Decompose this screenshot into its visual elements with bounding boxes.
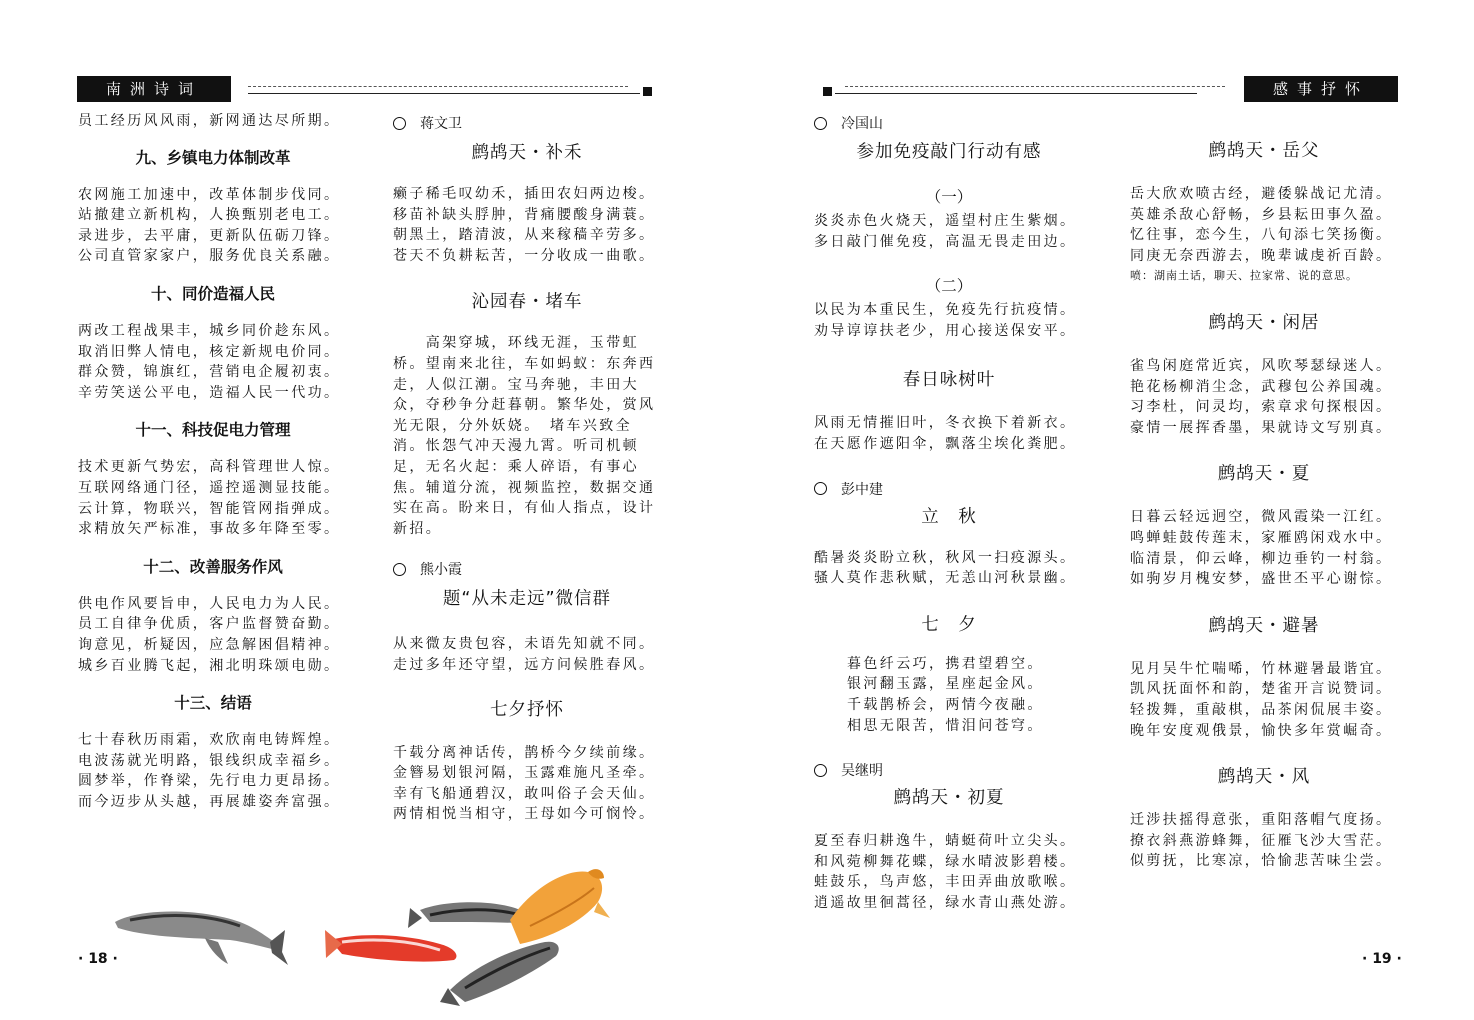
poem-body — [814, 548, 1084, 589]
verse-line: 实在高。盼来日，有仙人指点，设计 — [393, 500, 656, 517]
poem-body — [1130, 356, 1398, 438]
verse-line: 七十春秋历雨霜，欢欣南电铸辉煌。 — [78, 732, 341, 749]
verse-line: 足，无名火起：乘人碎语，有事心 — [393, 458, 639, 475]
section-title: 十三、结语 — [174, 694, 252, 713]
footnote: 喷：湖南土话，聊天、拉家常、说的意思。 — [1130, 269, 1358, 283]
verse-line: 圆梦举，作脊梁，先行电力更昂扬。 — [78, 773, 341, 790]
verse-line: 劝导谆谆扶老少，用心接送保安平。 — [814, 322, 1077, 339]
column-4 — [1130, 137, 1398, 872]
verse-line: 录进步，去平庸，更新队伍砺刀锋。 — [78, 227, 341, 244]
poem-body — [814, 654, 1084, 736]
verse-line: 公司直管家家户，服务优良关系融。 — [78, 248, 341, 265]
poem-title: 题“从未走远”微信群 — [442, 589, 612, 610]
verse-line: 金簪易划银河隔，玉露难施凡圣牵。 — [393, 765, 656, 782]
poem-body — [1130, 810, 1398, 872]
author-line — [814, 479, 1084, 499]
koi-fish-orange — [510, 869, 610, 944]
poem-title: 鹧鸪天・闲居 — [1208, 312, 1320, 333]
verse-line: 两情相悦当相守，王母如今可悯怜。 — [393, 806, 656, 823]
author-name: 冷国山 — [841, 116, 883, 132]
verse-line: 雀鸟闲庭常近宾，风吹琴瑟绿迷人。 — [1130, 357, 1393, 374]
verse-line: 在天愿作遮阳伞，飘落尘埃化粪肥。 — [814, 435, 1077, 452]
poem-title: 参加免疫敲门行动有感 — [856, 142, 1042, 162]
verse-line: 云计算，物联兴，智能管网指弹成。 — [78, 500, 341, 517]
verse-line: 焦。辅道分流，视频监控，数据交通 — [393, 479, 656, 496]
poem-subtitle: （一） — [925, 188, 973, 206]
stanza — [78, 594, 348, 676]
section-title: 十一、科技促电力管理 — [135, 421, 291, 440]
author-line — [814, 113, 1084, 133]
poem-title: 鹧鸪天・夏 — [1217, 464, 1311, 485]
author-name: 吴继明 — [841, 763, 883, 780]
verse-line: 站撤建立新机构，人换甄别老电工。 — [78, 207, 341, 224]
verse-line: 酷暑炎炎盼立秋，秋风一扫疫源头。 — [814, 549, 1077, 566]
verse-line: 忆往事，恋今生，八旬添七笑扬衡。 — [1130, 227, 1393, 244]
right-header-box: 感事抒怀 — [1244, 76, 1398, 102]
poem-body — [814, 211, 1084, 252]
verse-line: 逍遥故里徊蒿径，绿水青山燕处游。 — [814, 894, 1077, 911]
verse-line: 暮色纤云巧，携君望碧空。 — [847, 655, 1044, 672]
verse-line: 两改工程战果丰，城乡同价趁东风。 — [78, 322, 341, 339]
verse-line: 日暮云轻远迥空，微风霞染一江红。 — [1130, 509, 1393, 526]
page-number-right: · 19 · — [1362, 951, 1402, 967]
verse-line: 似剪抚，比寒凉，恰愉悲苦味尘尝。 — [1130, 853, 1393, 870]
left-header-dashed-rule — [248, 86, 628, 87]
verse-line: 城乡百业腾飞起，湘北明珠颂电勋。 — [78, 657, 341, 674]
verse-line: 千载分离神话传，鹊桥今夕续前缘。 — [393, 744, 656, 761]
circle-icon — [814, 764, 827, 777]
verse-line: 夏至春归耕逸牛，蜻蜓荷叶立尖头。 — [814, 833, 1077, 850]
verse-line: 千载鹊桥会，两情今夜融。 — [847, 696, 1044, 713]
poem-body — [393, 333, 661, 539]
verse-line: 电波荡就光明路，银线织成幸福乡。 — [78, 752, 341, 769]
author-line — [393, 113, 661, 133]
verse-line: 众，夺秒争分赶暮朝。繁华处，赏风 — [393, 397, 656, 414]
circle-icon — [814, 482, 827, 495]
koi-fish-red — [325, 930, 456, 962]
verse-line: 供电作风要旨申，人民电力为人民。 — [78, 595, 341, 612]
verse-line: 询意见，析疑因，应急解困倡精神。 — [78, 636, 341, 653]
verse-line: 风雨无情摧旧叶，冬衣换下着新衣。 — [814, 415, 1077, 432]
continued-line: 员工经历风风雨，新网通达尽所期。 — [78, 113, 341, 129]
verse-line: 鸣蝉蛙鼓传莲末，家雁鸥闲戏水中。 — [1130, 529, 1393, 546]
verse-line: 岳大欣欢喷古经，避倭躲战记尤清。 — [1130, 186, 1393, 202]
verse-line: 多日敲门催免疫，高温无畏走田边。 — [814, 233, 1077, 250]
verse-line: 新招。 — [393, 520, 443, 537]
poem-body — [393, 743, 661, 825]
verse-line: 艳花杨柳消尘念，武穆包公养国魂。 — [1130, 378, 1393, 395]
verse-line: 骚人莫作悲秋赋，无恙山河秋景幽。 — [814, 570, 1077, 587]
stanza — [78, 730, 348, 812]
right-header-square — [823, 87, 832, 96]
verse-line: 如驹岁月槐安梦，盛世丕平心谢悰。 — [1130, 571, 1393, 588]
verse-line: 朝黑土，踏清波，从来稼穑辛劳多。 — [393, 227, 656, 244]
verse-line: 以民为本重民生，免疫先行抗疫情。 — [814, 302, 1077, 319]
verse-line: 晚年安度观俄景，愉快多年赏崛奇。 — [1130, 722, 1393, 739]
section-title: 十二、改善服务作风 — [143, 557, 283, 576]
verse-line: 农网施工加速中，改革体制步伐同。 — [78, 186, 341, 203]
verse-line: 苍天不负耕耘苦，一分收成一曲歌。 — [393, 247, 656, 264]
verse-line: 群众赞，锦旗红，营销电企履初衷。 — [78, 364, 341, 381]
verse-line: 走过多年还守望，远方问候胜春风。 — [393, 656, 656, 673]
poem-body — [393, 634, 661, 675]
verse-line: 同庚无奈西游去，晚辈诚虔祈百龄。 — [1130, 247, 1393, 264]
poem-title: 春日咏树叶 — [902, 370, 996, 391]
verse-line: 走，人似江潮。宝马奔驰，丰田大 — [393, 376, 639, 393]
poem-body — [393, 184, 661, 266]
left-header-box: 南洲诗词 — [77, 76, 231, 102]
verse-line: 互联网络通门径，遥控遥测显技能。 — [78, 479, 341, 496]
poem-subtitle: （二） — [925, 277, 973, 296]
page-number-left: · 18 · — [78, 951, 118, 967]
verse-line: 高架穿城，环线无涯，玉带虹 — [393, 335, 639, 352]
section-title: 九、乡镇电力体制改革 — [135, 148, 291, 167]
verse-line: 辛劳笑送公平电，造福人民一代功。 — [78, 384, 341, 401]
poem-title: 立 秋 — [921, 506, 977, 527]
author-name: 熊小霞 — [420, 562, 462, 579]
verse-line: 取消旧弊人情电，核定新规电价同。 — [78, 343, 341, 360]
verse-line: 癞子稀毛叹幼禾，插田农妇两边梭。 — [393, 186, 656, 202]
poem-body — [1130, 184, 1398, 287]
stanza — [78, 457, 348, 539]
verse-line: 撩衣斜燕游蜂舞，征雁飞沙大雪茫。 — [1130, 832, 1393, 849]
poem-title: 鹧鸪天・初夏 — [893, 788, 1005, 809]
column-3 — [814, 113, 1084, 914]
verse-line: 蛙鼓乐，鸟声悠，丰田弄曲放歌喉。 — [814, 874, 1077, 891]
verse-line: 而今迈步从头越，再展雄姿奔富强。 — [78, 793, 341, 810]
verse-line: 消。怅怨气冲天漫九霄。听司机顿 — [393, 438, 639, 455]
poem-title: 七夕抒怀 — [490, 699, 564, 720]
verse-line: 桥。望南来北往，车如蚂蚁：东奔西 — [393, 355, 656, 372]
stanza — [78, 185, 348, 267]
stanza — [78, 321, 348, 403]
left-header-solid-rule — [248, 93, 640, 94]
author-line — [814, 760, 1084, 780]
poem-body — [814, 831, 1084, 913]
circle-icon — [393, 117, 406, 130]
author-name: 蒋文卫 — [420, 116, 462, 132]
koi-fish-grey-left — [115, 912, 288, 966]
poem-title: 鹧鸪天・岳父 — [1208, 141, 1320, 161]
poem-title: 沁园春・堵车 — [471, 292, 583, 313]
verse-line: 迁涉扶摇得意张，重阳落帽气度扬。 — [1130, 812, 1393, 829]
poem-body — [1130, 507, 1398, 589]
koi-fish-grey-bottom — [440, 942, 559, 1006]
verse-line: 凯风抚面怀和韵，楚雀开言说赞词。 — [1130, 681, 1393, 698]
poem-body — [814, 413, 1084, 454]
verse-line: 移苗补缺头脬肿，背痛腰酸身满蓑。 — [393, 206, 656, 223]
verse-line: 轻拨舞，重敲棋，品茶闲侃展丰姿。 — [1130, 701, 1393, 718]
right-header-solid-rule — [835, 93, 1197, 94]
verse-line: 炎炎赤色火烧天，遥望村庄生紫烟。 — [814, 213, 1077, 229]
verse-line: 幸有飞船通碧汉，敢叫俗子会天仙。 — [393, 785, 656, 802]
verse-line: 光无限，分外妖娆。 堵车兴致全 — [393, 417, 632, 434]
poem-title: 鹧鸪天・补禾 — [471, 143, 583, 163]
column-1 — [78, 111, 348, 812]
column-2 — [393, 113, 661, 825]
verse-line: 求精放矢严标准，事故多年降至零。 — [78, 521, 341, 538]
verse-line: 技术更新气势宏，高科管理世人惊。 — [78, 459, 341, 476]
section-title: 十、同价造福人民 — [150, 284, 275, 303]
verse-line: 豪情一展挥香墨，果就诗文写别真。 — [1130, 419, 1393, 436]
verse-line: 银河翻玉露，星座起金风。 — [847, 676, 1044, 693]
verse-line: 见月吴牛忙喘唏，竹林避暑最谐宜。 — [1130, 660, 1393, 677]
verse-line: 相思无限苦，惜泪问苍穹。 — [847, 717, 1044, 734]
author-line — [393, 559, 661, 579]
koi-fish-illustration — [110, 860, 610, 1010]
verse-line: 员工自律争优质，客户监督赞奋勤。 — [78, 616, 341, 633]
poem-body — [1130, 659, 1398, 741]
right-header-dashed-rule — [845, 86, 1225, 87]
verse-line: 英雄杀敌心舒畅，乡县耘田事久盈。 — [1130, 206, 1393, 223]
circle-icon — [814, 117, 827, 130]
poem-title: 七 夕 — [921, 614, 977, 635]
left-header-square — [643, 87, 652, 96]
verse-line: 临清景，仰云峰，柳边垂钓一村翁。 — [1130, 550, 1393, 567]
verse-line: 从来微友贵包容，未语先知就不同。 — [393, 636, 656, 653]
circle-icon — [393, 563, 406, 576]
verse-line: 习李杜，问灵均，索章求句探根因。 — [1130, 399, 1393, 416]
verse-line: 和风菀柳舞花蝶，绿水晴波影碧楼。 — [814, 853, 1077, 870]
poem-body — [814, 300, 1084, 341]
poem-title: 鹧鸪天・避暑 — [1208, 615, 1320, 636]
author-name: 彭中建 — [841, 481, 883, 498]
poem-title: 鹧鸪天・风 — [1217, 767, 1311, 788]
